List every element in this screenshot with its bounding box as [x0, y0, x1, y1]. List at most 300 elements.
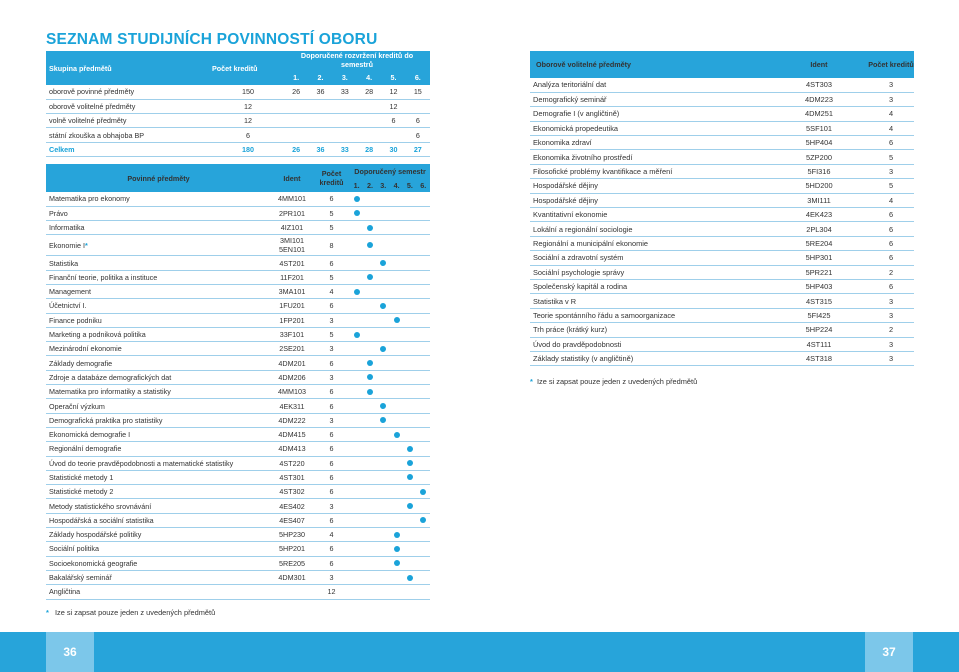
elective-ident: 5FI425: [770, 308, 868, 322]
table-row: [46, 327, 430, 341]
header-sem-6: 6.: [414, 72, 421, 82]
subject-label: Operační výzkum: [49, 401, 105, 411]
table-row: [46, 114, 430, 128]
subject-credits: 3: [313, 313, 350, 327]
ident-code: 4ST220: [279, 458, 305, 468]
subject-name: [46, 513, 271, 527]
table-row: [46, 570, 430, 584]
subject-ident: [271, 221, 313, 235]
subject-label: Matematika pro ekonomy: [49, 194, 130, 204]
table-row: [530, 265, 914, 279]
table-row: [46, 299, 430, 313]
semester-dot-3: [380, 403, 386, 409]
subject-label: Statistické metody 1: [49, 472, 114, 482]
group-name: oborově volitelné předměty: [46, 99, 212, 113]
subject-credits: 3: [313, 370, 350, 384]
semester-dot-2: [367, 225, 373, 231]
elective-ident: 5PR221: [770, 265, 868, 279]
elective-ident: 4ST318: [770, 351, 868, 365]
table-row: [530, 121, 914, 135]
elective-name: Hospodářské dějiny: [530, 179, 770, 193]
subject-name: [46, 299, 271, 313]
table-row: [46, 399, 430, 413]
sem-credits: [284, 114, 308, 128]
subject-credits: 3: [313, 570, 350, 584]
semester-dot-2: [367, 242, 373, 248]
elective-credits: 6: [868, 136, 914, 150]
table-row: [46, 427, 430, 441]
table-row: [530, 208, 914, 222]
elective-credits: 6: [868, 251, 914, 265]
header-sem-1: 1.: [353, 181, 360, 190]
semester-dots: [350, 270, 430, 284]
total-row: [46, 142, 430, 156]
subject-ident: [271, 456, 313, 470]
semester-dots: [350, 499, 430, 513]
elective-name: Sociální psychologie správy: [530, 265, 770, 279]
subject-label: Právo: [49, 208, 68, 218]
sem-credits: [308, 128, 332, 142]
semester-dots: [350, 570, 430, 584]
elective-ident: 4DM251: [770, 107, 868, 121]
ident-code: 1FP201: [279, 315, 305, 325]
subject-label: Zdroje a databáze demografických dat: [49, 372, 172, 382]
semester-dots: [350, 470, 430, 484]
elective-ident: 4ST111: [770, 337, 868, 351]
ident-code: 5HP230: [279, 530, 305, 540]
mandatory-table: [46, 164, 430, 600]
elective-ident: 5HP403: [770, 279, 868, 293]
table-row: [530, 251, 914, 265]
semester-dots: [350, 327, 430, 341]
elective-credits: 6: [868, 222, 914, 236]
header-elective: Oborově volitelné předměty: [536, 60, 632, 69]
table-row: [46, 470, 430, 484]
subject-name: [46, 327, 271, 341]
elective-ident: 3MI111: [770, 193, 868, 207]
elective-name: Ekonomika zdraví: [530, 136, 770, 150]
subject-ident: [271, 585, 313, 599]
sem-credits: 30: [381, 142, 405, 156]
subject-credits: 6: [313, 385, 350, 399]
elective-credits: 3: [868, 308, 914, 322]
ident-code: 4DM301: [278, 573, 306, 583]
ident-code: 4MM101: [278, 194, 306, 204]
elective-name: Analýza teritoriální dat: [530, 78, 770, 92]
semester-dot-1: [354, 210, 360, 216]
semester-dots: [350, 542, 430, 556]
subject-ident: [271, 570, 313, 584]
semester-dots: [350, 413, 430, 427]
subject-name: [46, 542, 271, 556]
table-row: [46, 456, 430, 470]
table-row: [46, 192, 430, 206]
elective-name: Demografický seminář: [530, 92, 770, 106]
ident-code: 4DM222: [278, 415, 306, 425]
ident-code: 4EK311: [279, 401, 305, 411]
subject-ident: [271, 370, 313, 384]
subject-label: Sociální politika: [49, 544, 99, 554]
semester-dots: [350, 427, 430, 441]
subject-credits: 6: [313, 356, 350, 370]
ident-code: 4ES402: [279, 501, 305, 511]
table-row: [530, 222, 914, 236]
subject-credits: 3: [313, 499, 350, 513]
subject-ident: [271, 399, 313, 413]
subject-ident: [271, 542, 313, 556]
ident-code: 4IZ101: [280, 223, 304, 233]
subject-ident: [271, 442, 313, 456]
sem-credits: 12: [381, 85, 405, 99]
group-name: volně volitelné předměty: [46, 114, 212, 128]
sem-credits: 28: [357, 142, 381, 156]
subject-ident: [271, 427, 313, 441]
subject-ident: [271, 499, 313, 513]
subject-label: Demografická praktika pro statistiky: [49, 415, 163, 425]
subject-name: [46, 427, 271, 441]
elective-credits: 3: [868, 92, 914, 106]
elective-name: Kvantitativní ekonomie: [530, 208, 770, 222]
table-row: [46, 413, 430, 427]
ident-code: 1FU201: [279, 301, 305, 311]
subject-credits: 6: [313, 442, 350, 456]
table-row: [530, 337, 914, 351]
sem-credits: [308, 114, 332, 128]
elective-ident: 5ZP200: [770, 150, 868, 164]
ident-code: 4MM103: [278, 387, 306, 397]
ident-code: 4DM201: [278, 358, 306, 368]
subject-label: Účetnictví I.: [49, 301, 87, 311]
subject-credits: 5: [313, 206, 350, 220]
elective-name: Hospodářské dějiny: [530, 193, 770, 207]
sem-credits: 26: [284, 142, 308, 156]
header-sem-2: 2.: [366, 181, 373, 190]
sem-credits: [357, 99, 381, 113]
table-row: [46, 128, 430, 142]
table-row: [46, 499, 430, 513]
subject-ident: [271, 470, 313, 484]
subject-label: Základy demografie: [49, 358, 113, 368]
sem-credits: 6: [406, 128, 430, 142]
header-sem-5: 5.: [406, 181, 413, 190]
table-row: [46, 356, 430, 370]
subject-ident: [271, 235, 313, 256]
subject-credits: 6: [313, 513, 350, 527]
footnote-text: Ize si zapsat pouze jeden z uvedených předmětů: [536, 377, 698, 386]
semester-dot-3: [380, 260, 386, 266]
header-sem-1: 1.: [293, 72, 300, 82]
ident-code-2: 5EN101: [279, 245, 305, 255]
elective-ident: 5HP301: [770, 251, 868, 265]
subject-name: [46, 192, 271, 206]
subject-credits: 6: [313, 192, 350, 206]
elective-ident: 5FI316: [770, 164, 868, 178]
elective-name: Demografie I (v angličtině): [530, 107, 770, 121]
semester-dot-4: [394, 546, 400, 552]
table-row: [46, 99, 430, 113]
subject-credits: 4: [313, 528, 350, 542]
table-row: [46, 284, 430, 298]
table-row: [530, 323, 914, 337]
elective-ident: 5HP224: [770, 323, 868, 337]
semester-dots: [350, 192, 430, 206]
semester-dot-1: [354, 332, 360, 338]
group-credits: 12: [212, 99, 284, 113]
subject-label: Ekonomická demografie I: [49, 430, 131, 440]
table-row: [46, 556, 430, 570]
sem-credits: [406, 99, 430, 113]
sem-credits: [357, 114, 381, 128]
elective-credits: 4: [868, 193, 914, 207]
semester-dots: [350, 585, 430, 599]
subject-ident: [271, 327, 313, 341]
subject-credits: 6: [313, 485, 350, 499]
elective-credits: 5: [868, 179, 914, 193]
subject-name: [46, 235, 271, 256]
subject-name: [46, 270, 271, 284]
subject-label: Bakalářský seminář: [49, 573, 112, 583]
subject-ident: [271, 270, 313, 284]
semester-dot-4: [394, 317, 400, 323]
ident-code: 4DM206: [278, 372, 306, 382]
subject-label: Hospodářská a sociální statistika: [49, 515, 154, 525]
subject-name: [46, 442, 271, 456]
ident-code: 4ST302: [279, 487, 305, 497]
subject-ident: [271, 413, 313, 427]
table-row: [46, 85, 430, 99]
subject-label: Matematika pro informatiky a statistiky: [49, 387, 171, 397]
subject-label: Angličtina: [49, 587, 81, 597]
group-credits: 150: [212, 85, 284, 99]
semester-dots: [350, 342, 430, 356]
subject-credits: 4: [313, 284, 350, 298]
subject-ident: [271, 385, 313, 399]
header-sem-6: 6.: [420, 181, 427, 190]
table-row: [530, 78, 914, 92]
subject-credits: 6: [313, 427, 350, 441]
footnote-star: *: [530, 377, 533, 386]
sem-credits: 27: [406, 142, 430, 156]
header-sem-5: 5.: [390, 72, 397, 82]
sem-credits: 6: [406, 114, 430, 128]
subject-name: [46, 342, 271, 356]
subject-name: [46, 528, 271, 542]
elective-ident: 5SF101: [770, 121, 868, 135]
subject-name: [46, 413, 271, 427]
semester-dots: [350, 399, 430, 413]
elective-credits: 3: [868, 294, 914, 308]
table-row: [46, 342, 430, 356]
elective-name: Regionální a municipální ekonomie: [530, 236, 770, 250]
page-number-left: 36: [46, 632, 94, 672]
elective-credits: 6: [868, 236, 914, 250]
subject-name: [46, 206, 271, 220]
sem-credits: [333, 114, 357, 128]
semester-dot-5: [407, 575, 413, 581]
semester-dots: [350, 235, 430, 256]
table-row: [46, 585, 430, 599]
elective-name: Společenský kapitál a rodina: [530, 279, 770, 293]
sem-credits: 33: [333, 142, 357, 156]
table-row: [530, 107, 914, 121]
header-sem-3: 3.: [380, 181, 387, 190]
elective-ident: 2PL304: [770, 222, 868, 236]
subject-ident: [271, 313, 313, 327]
table-row: [530, 193, 914, 207]
total-credits: 180: [212, 142, 284, 156]
group-name: státní zkouška a obhajoba BP: [46, 128, 212, 142]
subject-credits: 6: [313, 256, 350, 270]
subject-name: [46, 284, 271, 298]
sem-credits: 12: [381, 99, 405, 113]
subject-label: Informatika: [49, 223, 85, 233]
sem-credits: [333, 128, 357, 142]
subject-ident: [271, 256, 313, 270]
subject-credits: 6: [313, 542, 350, 556]
semester-dot-5: [407, 460, 413, 466]
page-number-right: 37: [865, 632, 913, 672]
total-label: Celkem: [46, 142, 212, 156]
elective-credits: 3: [868, 164, 914, 178]
semester-dots: [350, 556, 430, 570]
header-sem-2: 2.: [317, 72, 324, 82]
subject-credits: 5: [313, 221, 350, 235]
subject-credits: 3: [313, 413, 350, 427]
elective-name: Statistika v R: [530, 294, 770, 308]
sem-credits: [357, 128, 381, 142]
page-title: SEZNAM STUDIJNÍCH POVINNOSTÍ OBORU: [46, 31, 378, 48]
ident-code: 2PR101: [279, 208, 305, 218]
header-credits: Počet kreditů: [868, 60, 914, 69]
table-row: [46, 270, 430, 284]
elective-ident: 4EK423: [770, 208, 868, 222]
elective-name: Ekonomická propedeutika: [530, 121, 770, 135]
table-row: [530, 308, 914, 322]
subject-ident: [271, 342, 313, 356]
subject-label: Finanční teorie, politika a instituce: [49, 272, 158, 282]
ident-code: 33F101: [279, 330, 305, 340]
sem-credits: [284, 99, 308, 113]
header-ident: Ident: [810, 60, 828, 69]
subject-credits: 3: [313, 342, 350, 356]
subject-label: Metody statistického srovnávání: [49, 501, 152, 511]
semester-dots: [350, 206, 430, 220]
ident-code: 11F201: [280, 272, 304, 282]
sem-credits: 33: [333, 85, 357, 99]
table-row: [46, 370, 430, 384]
table-row: [530, 150, 914, 164]
ident-code: 2SE201: [279, 344, 305, 354]
footnote-right: [530, 377, 697, 386]
elective-table: [530, 51, 914, 366]
subject-ident: [271, 556, 313, 570]
footnote-star: *: [46, 608, 49, 617]
elective-name: Filosofické problémy kvantifikace a měření: [530, 164, 770, 178]
semester-dot-4: [394, 560, 400, 566]
header-group: Skupina předmětů: [49, 63, 112, 73]
table-row: [530, 351, 914, 365]
ident-code: 4ES407: [279, 515, 305, 525]
subject-name: [46, 356, 271, 370]
semester-dots: [350, 284, 430, 298]
sem-credits: [381, 128, 405, 142]
subject-credits: 6: [313, 456, 350, 470]
header-subjects: Povinné předměty: [127, 173, 190, 183]
semester-dot-1: [354, 289, 360, 295]
group-name: oborově povinné předměty: [46, 85, 212, 99]
elective-name: Základy statistiky (v angličtině): [530, 351, 770, 365]
table-row: [530, 179, 914, 193]
semester-dots: [350, 442, 430, 456]
semester-dots: [350, 485, 430, 499]
subject-credits: 5: [313, 327, 350, 341]
subject-name: [46, 570, 271, 584]
subject-credits: 6: [313, 299, 350, 313]
semester-dot-5: [407, 503, 413, 509]
group-credits: 12: [212, 114, 284, 128]
elective-ident: 4ST303: [770, 78, 868, 92]
subject-name: [46, 313, 271, 327]
elective-name: Ekonomika životního prostředí: [530, 150, 770, 164]
semester-dots: [350, 513, 430, 527]
semester-dot-4: [394, 432, 400, 438]
subject-ident: [271, 485, 313, 499]
subject-name: [46, 499, 271, 513]
semester-dots: [350, 256, 430, 270]
semester-dot-3: [380, 303, 386, 309]
subject-name: [46, 485, 271, 499]
semester-dot-3: [380, 346, 386, 352]
semester-dot-5: [407, 446, 413, 452]
subject-name: [46, 256, 271, 270]
table-row: [46, 385, 430, 399]
header-ident: Ident: [283, 173, 301, 183]
elective-name: Sociální a zdravotní systém: [530, 251, 770, 265]
table-row: [530, 236, 914, 250]
subject-credits: 6: [313, 399, 350, 413]
ident-code: 4DM413: [278, 444, 306, 454]
semester-dots: [350, 221, 430, 235]
table-row: [530, 164, 914, 178]
subject-ident: [271, 356, 313, 370]
ident-code: 3MA101: [278, 287, 306, 297]
group-credits: 6: [212, 128, 284, 142]
subject-name: [46, 585, 271, 599]
subject-label: Statistika: [49, 258, 79, 268]
subject-name: [46, 456, 271, 470]
semester-dots: [350, 385, 430, 399]
semester-dots: [350, 313, 430, 327]
ident-code: 5HP201: [279, 544, 305, 554]
table-row: [46, 256, 430, 270]
subject-ident: [271, 206, 313, 220]
subject-credits: 6: [313, 556, 350, 570]
elective-credits: 3: [868, 78, 914, 92]
sem-credits: 6: [381, 114, 405, 128]
ident-code: 5RE205: [279, 558, 305, 568]
subject-star: *: [84, 240, 88, 250]
elective-ident: 5HD200: [770, 179, 868, 193]
elective-name: Lokální a regionální sociologie: [530, 222, 770, 236]
subject-label: Marketing a podniková politika: [49, 330, 146, 340]
subject-label: Ekonomie I: [49, 240, 85, 250]
subject-name: [46, 221, 271, 235]
sem-credits: 28: [357, 85, 381, 99]
elective-ident: 4DM223: [770, 92, 868, 106]
elective-credits: 2: [868, 265, 914, 279]
subject-credits: 5: [313, 270, 350, 284]
subject-label: Finance podniku: [49, 315, 102, 325]
